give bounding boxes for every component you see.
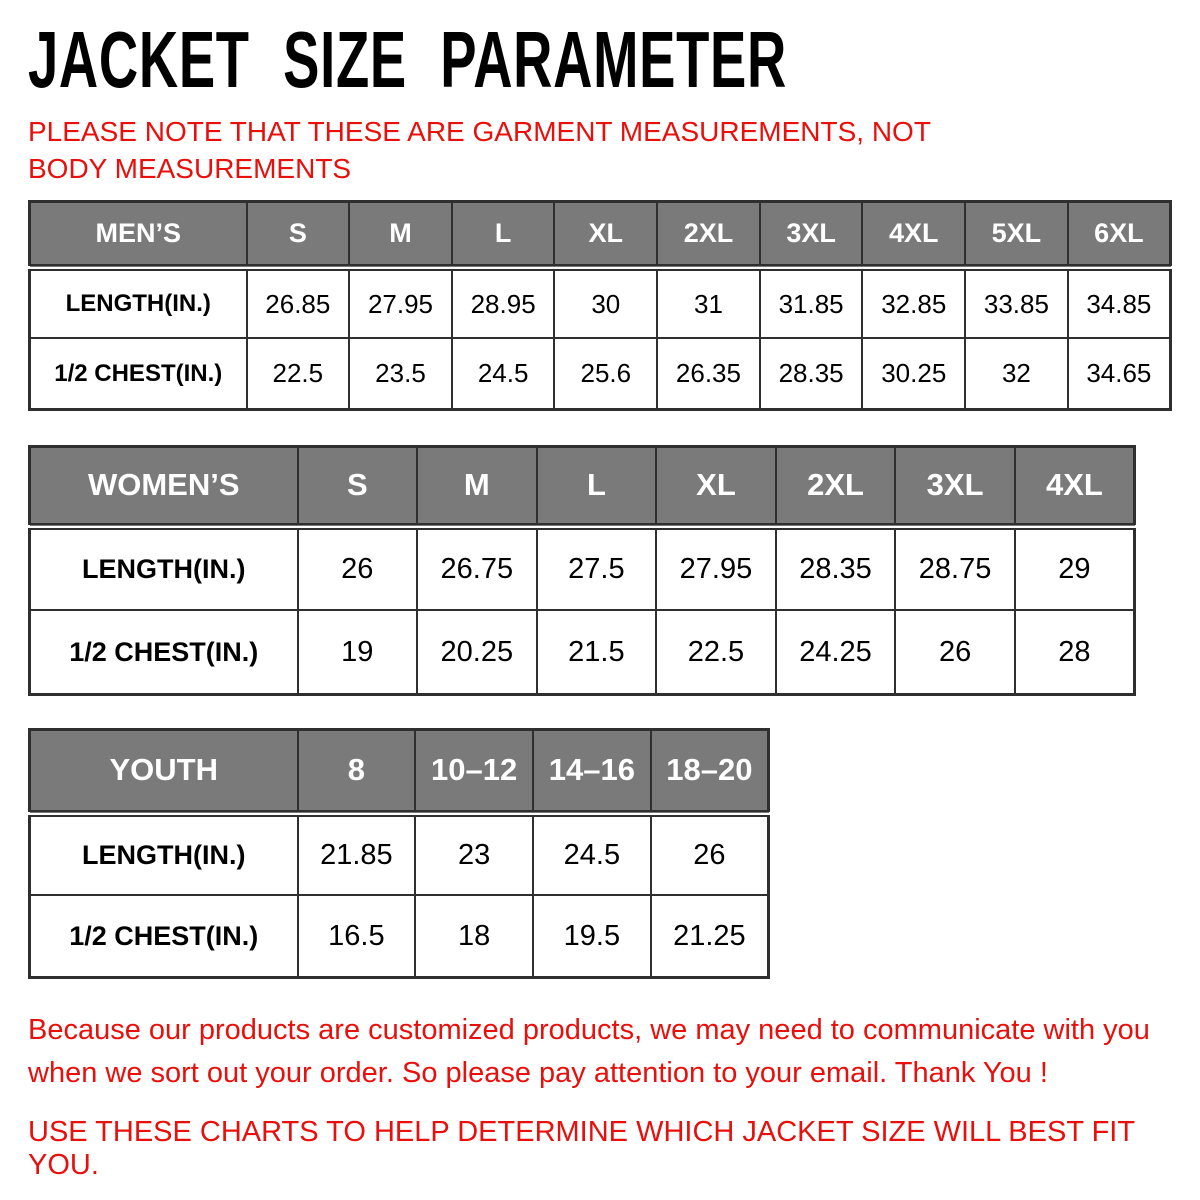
value-cell: 28.75 — [895, 526, 1015, 610]
row-label-cell: LENGTH(IN.) — [30, 267, 247, 338]
value-cell: 27.95 — [349, 267, 452, 338]
row-label-cell: 1/2 CHEST(IN.) — [30, 338, 247, 409]
size-column-header: 4XL — [862, 201, 965, 267]
youth-size-table — [28, 728, 770, 979]
size-header-row — [30, 729, 769, 813]
value-cell: 31 — [657, 267, 760, 338]
size-column-header: L — [452, 201, 555, 267]
size-column-header: 14–16 — [533, 729, 651, 813]
size-column-header: 3XL — [895, 446, 1015, 526]
value-cell: 24.5 — [452, 338, 555, 409]
size-column-header: L — [537, 446, 657, 526]
value-cell: 26.85 — [247, 267, 350, 338]
value-cell: 28 — [1015, 610, 1135, 694]
value-cell: 31.85 — [760, 267, 863, 338]
value-cell: 23.5 — [349, 338, 452, 409]
size-column-header: 8 — [298, 729, 416, 813]
row-label-cell: LENGTH(IN.) — [30, 813, 298, 895]
size-column-header: 4XL — [1015, 446, 1135, 526]
size-column-header: S — [247, 201, 350, 267]
value-cell: 30 — [554, 267, 657, 338]
measurement-row — [30, 610, 1135, 694]
value-cell: 26 — [895, 610, 1015, 694]
page-title: JACKET SIZE PARAMETER — [28, 15, 787, 104]
value-cell: 28.35 — [760, 338, 863, 409]
value-cell: 18 — [415, 895, 533, 977]
value-cell: 21.25 — [651, 895, 769, 977]
size-column-header: XL — [554, 201, 657, 267]
value-cell: 27.5 — [537, 526, 657, 610]
value-cell: 32 — [965, 338, 1068, 409]
value-cell: 34.85 — [1068, 267, 1171, 338]
value-cell: 28.35 — [776, 526, 896, 610]
value-cell: 26.75 — [417, 526, 537, 610]
value-cell: 22.5 — [656, 610, 776, 694]
womens-size-table — [28, 445, 1136, 696]
size-column-header: 2XL — [657, 201, 760, 267]
table-title-cell: WOMEN’S — [30, 446, 298, 526]
value-cell: 25.6 — [554, 338, 657, 409]
size-column-header: 3XL — [760, 201, 863, 267]
value-cell: 33.85 — [965, 267, 1068, 338]
value-cell: 28.95 — [452, 267, 555, 338]
chart-usage-hint: USE THESE CHARTS TO HELP DETERMINE WHICH JACKET SIZE WILL BEST FIT YOU. — [28, 1115, 1135, 1181]
mens-size-table — [28, 200, 1172, 411]
value-cell: 19.5 — [533, 895, 651, 977]
size-column-header: S — [298, 446, 418, 526]
size-column-header: 5XL — [965, 201, 1068, 267]
value-cell: 23 — [415, 813, 533, 895]
measurement-row — [30, 338, 1171, 409]
measurement-row — [30, 895, 769, 977]
value-cell: 30.25 — [862, 338, 965, 409]
size-column-header: M — [417, 446, 537, 526]
value-cell: 34.65 — [1068, 338, 1171, 409]
row-label-cell: 1/2 CHEST(IN.) — [30, 895, 298, 977]
size-column-header: 18–20 — [651, 729, 769, 813]
garment-measurement-note: PLEASE NOTE THAT THESE ARE GARMENT MEASUREMENTS, NOT BODY MEASUREMENTS — [28, 116, 931, 184]
row-label-cell: 1/2 CHEST(IN.) — [30, 610, 298, 694]
size-column-header: 2XL — [776, 446, 896, 526]
table-title-cell: MEN’S — [30, 201, 247, 267]
value-cell: 29 — [1015, 526, 1135, 610]
value-cell: 21.5 — [537, 610, 657, 694]
value-cell: 22.5 — [247, 338, 350, 409]
measurement-row — [30, 267, 1171, 338]
measurement-row — [30, 526, 1135, 610]
value-cell: 26 — [298, 526, 418, 610]
size-header-row — [30, 201, 1171, 267]
value-cell: 20.25 — [417, 610, 537, 694]
value-cell: 24.25 — [776, 610, 896, 694]
size-column-header: 6XL — [1068, 201, 1171, 267]
value-cell: 19 — [298, 610, 418, 694]
row-label-cell: LENGTH(IN.) — [30, 526, 298, 610]
measurement-row — [30, 813, 769, 895]
value-cell: 21.85 — [298, 813, 416, 895]
size-column-header: 10–12 — [415, 729, 533, 813]
size-column-header: M — [349, 201, 452, 267]
value-cell: 27.95 — [656, 526, 776, 610]
value-cell: 24.5 — [533, 813, 651, 895]
value-cell: 26 — [651, 813, 769, 895]
value-cell: 32.85 — [862, 267, 965, 338]
size-header-row — [30, 446, 1135, 526]
table-title-cell: YOUTH — [30, 729, 298, 813]
size-column-header: XL — [656, 446, 776, 526]
value-cell: 26.35 — [657, 338, 760, 409]
customization-notice: Because our products are customized products, we may need to communicate with you when we sort out your order. So please pay attention to your email. Thank You ! — [28, 1013, 1150, 1090]
value-cell: 16.5 — [298, 895, 416, 977]
